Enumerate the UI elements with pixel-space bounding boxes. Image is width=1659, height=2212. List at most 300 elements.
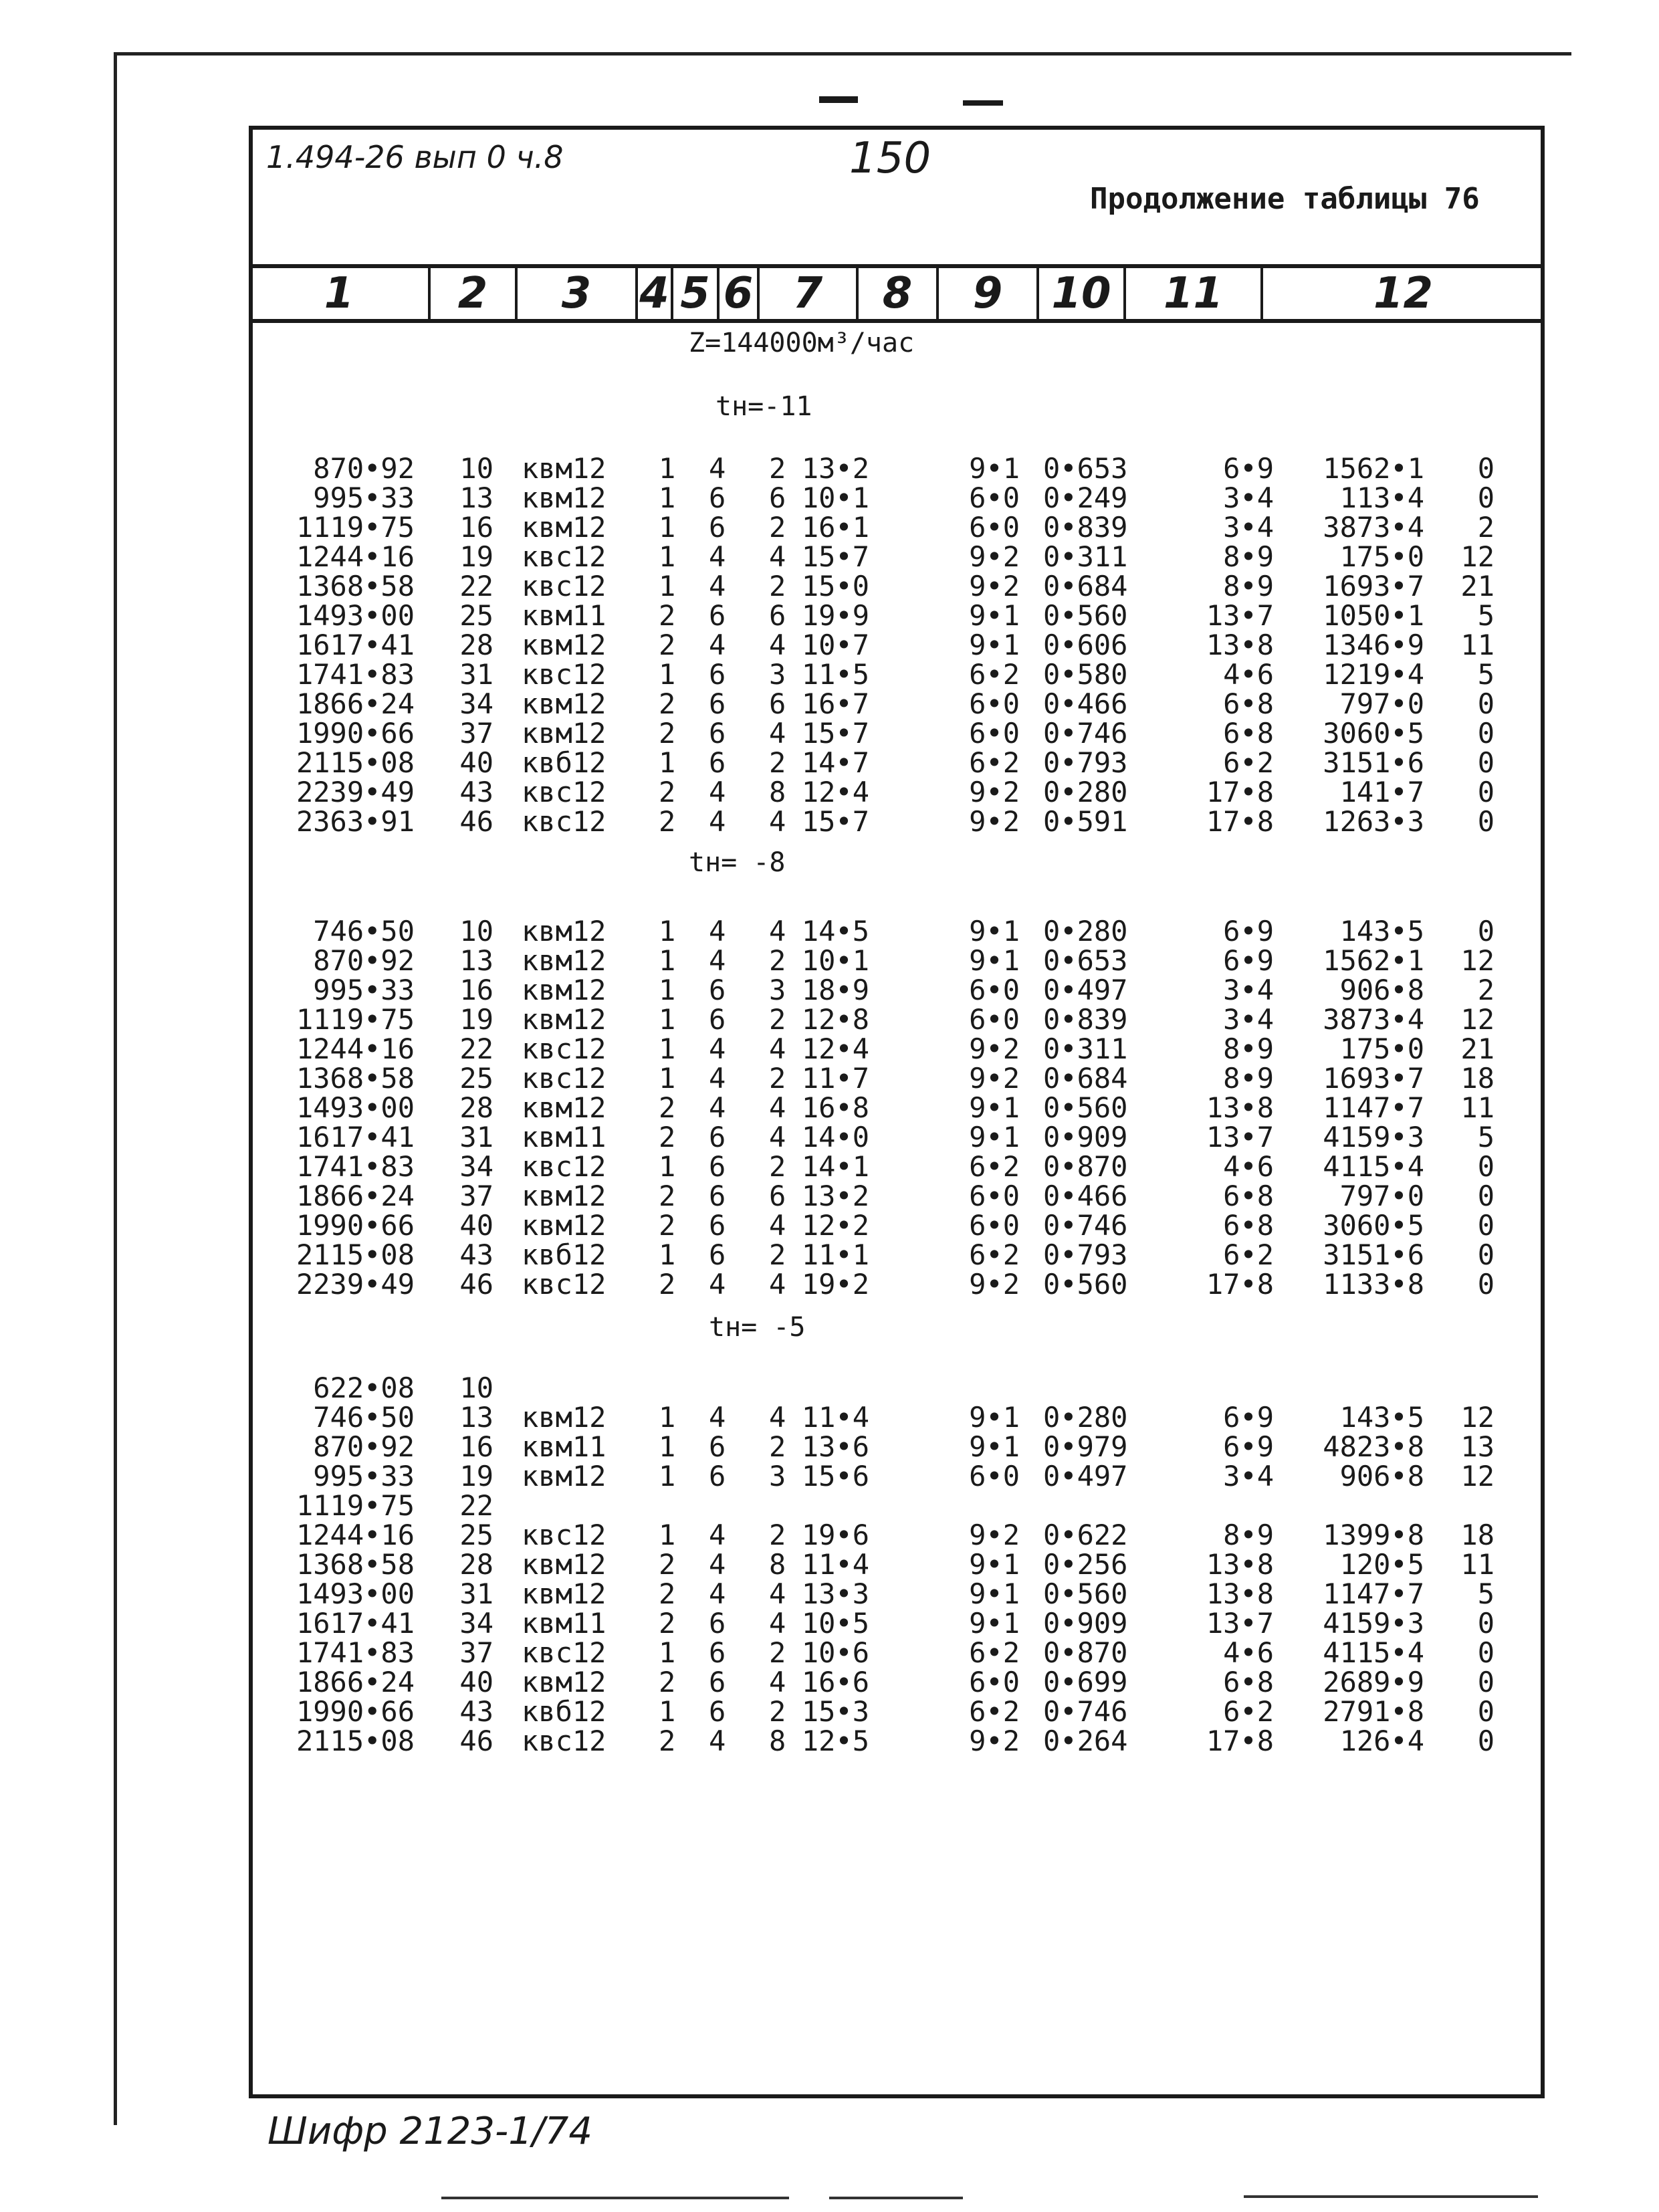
table-cell-col8: 9•2 [969, 1519, 1020, 1551]
table-cell-col2: 40 [459, 1666, 493, 1698]
table-cell-col12: 12 [1460, 1460, 1495, 1492]
table-cell-col5: 4 [709, 629, 726, 661]
table-cell-col3: квм11 [522, 1607, 606, 1640]
table-cell-col3: квс12 [522, 1519, 606, 1551]
document-code: 1.494-26 вып 0 ч.8 [266, 139, 564, 175]
table-cell-col2: 43 [459, 1238, 493, 1271]
table-cell-col9: 0•311 [1043, 540, 1128, 573]
table-cell-col12: 0 [1477, 805, 1495, 838]
table-cell-col6: 6 [769, 687, 786, 720]
table-cell-col1: 1119•75 [296, 511, 415, 544]
table-cell-col5: 6 [709, 658, 726, 691]
table-cell-col8: 9•1 [969, 1548, 1020, 1581]
table-cell-col5: 6 [709, 717, 726, 750]
table-cell-col3: квм11 [522, 1121, 606, 1153]
table-cell-col8: 9•1 [969, 1430, 1020, 1463]
table-cell-col10: 6•2 [1223, 1695, 1274, 1728]
table-cell-col4: 1 [659, 1003, 676, 1036]
table-cell-col3: квс12 [522, 1062, 606, 1095]
table-cell-col12: 0 [1477, 687, 1495, 720]
column-separator [717, 268, 720, 319]
table-cell-col11: 141•7 [1339, 776, 1424, 808]
table-cell-col4: 2 [659, 599, 676, 632]
table-cell-col3: квм11 [522, 1430, 606, 1463]
table-cell-col1: 1244•16 [296, 1519, 415, 1551]
table-cell-col10: 17•8 [1206, 1725, 1274, 1757]
table-cell-col12: 0 [1477, 1666, 1495, 1698]
table-cell-col5: 4 [709, 452, 726, 485]
table-cell-col3: квм12 [522, 1091, 606, 1124]
table-cell-col7: 11•7 [801, 1062, 869, 1095]
table-cell-col8: 6•0 [969, 1209, 1020, 1242]
table-cell-col2: 31 [459, 658, 493, 691]
table-cell-col3: квм11 [522, 599, 606, 632]
table-cell-col7: 12•8 [801, 1003, 869, 1036]
table-cell-col10: 13•7 [1206, 1121, 1274, 1153]
table-cell-col1: 1990•66 [296, 1695, 415, 1728]
table-cell-col11: 3151•6 [1323, 746, 1424, 779]
table-cell-col1: 1990•66 [296, 1209, 415, 1242]
table-cell-col12: 11 [1460, 1548, 1495, 1581]
table-cell-col7: 16•6 [801, 1666, 869, 1698]
table-cell-col4: 1 [659, 944, 676, 977]
table-cell-col10: 13•7 [1206, 599, 1274, 632]
table-cell-col4: 2 [659, 1577, 676, 1610]
table-cell-col11: 143•5 [1339, 915, 1424, 948]
table-cell-col5: 6 [709, 1460, 726, 1492]
table-cell-col6: 8 [769, 1725, 786, 1757]
table-cell-col2: 19 [459, 1460, 493, 1492]
table-cell-col2: 10 [459, 452, 493, 485]
table-cell-col8: 6•0 [969, 511, 1020, 544]
table-cell-col2: 16 [459, 511, 493, 544]
table-cell-col6: 2 [769, 1430, 786, 1463]
table-cell-col5: 4 [709, 1401, 726, 1434]
table-cell-col8: 6•2 [969, 1695, 1020, 1728]
table-cell-col4: 1 [659, 1695, 676, 1728]
table-cell-col2: 22 [459, 570, 493, 602]
table-cell-col10: 8•9 [1223, 540, 1274, 573]
table-cell-col4: 2 [659, 1268, 676, 1301]
table-cell-col9: 0•560 [1043, 1577, 1128, 1610]
table-cell-col11: 175•0 [1339, 1032, 1424, 1065]
table-cell-col2: 40 [459, 1209, 493, 1242]
table-cell-col9: 0•560 [1043, 599, 1128, 632]
table-cell-col6: 2 [769, 1150, 786, 1183]
table-cell-col2: 34 [459, 1150, 493, 1183]
table-cell-col2: 28 [459, 1548, 493, 1581]
table-cell-col7: 15•3 [801, 1695, 869, 1728]
table-cell-col7: 15•7 [801, 540, 869, 573]
table-cell-col6: 4 [769, 717, 786, 750]
table-cell-col11: 4823•8 [1323, 1430, 1424, 1463]
table-cell-col7: 10•5 [801, 1607, 869, 1640]
table-cell-col4: 1 [659, 452, 676, 485]
table-cell-col1: 1990•66 [296, 717, 415, 750]
table-cell-col10: 6•2 [1223, 1238, 1274, 1271]
table-cell-col6: 2 [769, 570, 786, 602]
table-cell-col10: 6•8 [1223, 1209, 1274, 1242]
table-cell-col6: 4 [769, 1091, 786, 1124]
table-cell-col7: 14•0 [801, 1121, 869, 1153]
table-cell-col2: 16 [459, 1430, 493, 1463]
table-cell-col3: квб12 [522, 1238, 606, 1271]
table-cell-col8: 9•2 [969, 805, 1020, 838]
table-cell-col1: 1368•58 [296, 570, 415, 602]
table-cell-col6: 2 [769, 1636, 786, 1669]
table-cell-col11: 906•8 [1339, 1460, 1424, 1492]
table-cell-col9: 0•256 [1043, 1548, 1128, 1581]
table-cell-col5: 4 [709, 1268, 726, 1301]
table-cell-col12: 0 [1477, 1695, 1495, 1728]
table-cell-col7: 13•2 [801, 1180, 869, 1212]
table-cell-col3: квм12 [522, 1180, 606, 1212]
table-cell-col12: 0 [1477, 746, 1495, 779]
table-cell-col4: 2 [659, 1121, 676, 1153]
table-cell-col7: 19•2 [801, 1268, 869, 1301]
table-cell-col10: 6•8 [1223, 687, 1274, 720]
table-cell-col11: 4159•3 [1323, 1121, 1424, 1153]
table-cell-col9: 0•793 [1043, 746, 1128, 779]
table-cell-col7: 19•6 [801, 1519, 869, 1551]
bottom-rule-2 [829, 2197, 963, 2199]
column-header-9: 9 [972, 269, 1003, 318]
table-cell-col4: 1 [659, 570, 676, 602]
column-separator [515, 268, 518, 319]
table-cell-col11: 1693•7 [1323, 1062, 1424, 1095]
table-cell-col2: 10 [459, 1371, 493, 1404]
table-cell-col8: 9•1 [969, 1091, 1020, 1124]
table-cell-col3: квм12 [522, 452, 606, 485]
table-cell-col11: 1399•8 [1323, 1519, 1424, 1551]
table-cell-col7: 11•4 [801, 1548, 869, 1581]
table-cell-col11: 3060•5 [1323, 717, 1424, 750]
table-cell-col6: 2 [769, 1003, 786, 1036]
table-cell-col8: 9•1 [969, 1121, 1020, 1153]
table-cell-col5: 6 [709, 1666, 726, 1698]
table-cell-col12: 0 [1477, 481, 1495, 514]
table-cell-col10: 4•6 [1223, 1636, 1274, 1669]
table-cell-col12: 0 [1477, 776, 1495, 808]
table-cell-col3: квм12 [522, 1401, 606, 1434]
table-cell-col9: 0•591 [1043, 805, 1128, 838]
table-cell-col2: 31 [459, 1577, 493, 1610]
table-cell-col10: 6•8 [1223, 1666, 1274, 1698]
table-cell-col12: 12 [1460, 944, 1495, 977]
table-cell-col2: 19 [459, 540, 493, 573]
table-cell-col6: 2 [769, 452, 786, 485]
table-cell-col12: 13 [1460, 1430, 1495, 1463]
table-cell-col12: 0 [1477, 1607, 1495, 1640]
table-cell-col1: 2115•08 [296, 1725, 415, 1757]
table-cell-col11: 126•4 [1339, 1725, 1424, 1757]
table-cell-col11: 3873•4 [1323, 511, 1424, 544]
table-cell-col5: 6 [709, 1209, 726, 1242]
table-cell-col12: 0 [1477, 1268, 1495, 1301]
table-cell-col4: 1 [659, 511, 676, 544]
table-cell-col4: 1 [659, 1032, 676, 1065]
table-cell-col1: 1493•00 [296, 599, 415, 632]
column-header-1: 1 [324, 269, 354, 318]
table-cell-col1: 1617•41 [296, 1607, 415, 1640]
column-separator [1036, 268, 1039, 319]
table-cell-col1: 2239•49 [296, 1268, 415, 1301]
table-cell-col7: 13•2 [801, 452, 869, 485]
table-cell-col10: 8•9 [1223, 1062, 1274, 1095]
table-cell-col5: 4 [709, 1519, 726, 1551]
table-cell-col1: 995•33 [313, 974, 415, 1006]
table-cell-col12: 0 [1477, 1180, 1495, 1212]
table-cell-col6: 2 [769, 511, 786, 544]
table-cell-col3: квс12 [522, 1150, 606, 1183]
table-cell-col5: 6 [709, 481, 726, 514]
table-cell-col11: 4115•4 [1323, 1150, 1424, 1183]
table-cell-col9: 0•746 [1043, 1209, 1128, 1242]
table-cell-col6: 6 [769, 481, 786, 514]
table-cell-col7: 16•1 [801, 511, 869, 544]
table-cell-col6: 4 [769, 1209, 786, 1242]
column-header-3: 3 [561, 269, 592, 318]
table-cell-col10: 3•4 [1223, 511, 1274, 544]
table-cell-col2: 43 [459, 776, 493, 808]
table-cell-col1: 1866•24 [296, 687, 415, 720]
table-cell-col3: квс12 [522, 570, 606, 602]
table-cell-col9: 0•839 [1043, 1003, 1128, 1036]
table-cell-col3: квм12 [522, 481, 606, 514]
table-cell-col7: 19•9 [801, 599, 869, 632]
table-cell-col11: 2689•9 [1323, 1666, 1424, 1698]
table-cell-col1: 1493•00 [296, 1091, 415, 1124]
table-cell-col9: 0•839 [1043, 511, 1128, 544]
table-cell-col2: 13 [459, 481, 493, 514]
column-separator [428, 268, 431, 319]
table-cell-col10: 8•9 [1223, 1032, 1274, 1065]
table-cell-col11: 1147•7 [1323, 1091, 1424, 1124]
table-cell-col8: 6•0 [969, 1180, 1020, 1212]
table-cell-col4: 1 [659, 658, 676, 691]
table-cell-col4: 1 [659, 1460, 676, 1492]
table-cell-col10: 13•8 [1206, 1091, 1274, 1124]
column-separator [1260, 268, 1263, 319]
table-cell-col7: 14•1 [801, 1150, 869, 1183]
table-cell-col11: 113•4 [1339, 481, 1424, 514]
table-cell-col2: 46 [459, 1725, 493, 1757]
table-cell-col8: 6•2 [969, 1238, 1020, 1271]
table-cell-col6: 4 [769, 540, 786, 573]
table-cell-col12: 21 [1460, 570, 1495, 602]
table-cell-col1: 1244•16 [296, 1032, 415, 1065]
table-cell-col4: 2 [659, 1180, 676, 1212]
table-cell-col11: 2791•8 [1323, 1695, 1424, 1728]
table-cell-col9: 0•606 [1043, 629, 1128, 661]
table-cell-col11: 906•8 [1339, 974, 1424, 1006]
table-cell-col1: 2115•08 [296, 746, 415, 779]
table-cell-col3: квс12 [522, 540, 606, 573]
table-cell-col9: 0•909 [1043, 1121, 1128, 1153]
table-cell-col12: 21 [1460, 1032, 1495, 1065]
table-cell-col6: 4 [769, 1666, 786, 1698]
table-cell-col7: 14•7 [801, 746, 869, 779]
table-cell-col4: 1 [659, 746, 676, 779]
table-cell-col5: 4 [709, 944, 726, 977]
column-separator [1123, 268, 1126, 319]
bottom-rule-1 [441, 2197, 789, 2199]
table-cell-col5: 4 [709, 1032, 726, 1065]
table-cell-col3: квб12 [522, 1695, 606, 1728]
table-cell-col8: 6•0 [969, 1460, 1020, 1492]
table-cell-col2: 37 [459, 717, 493, 750]
table-cell-col8: 9•1 [969, 599, 1020, 632]
table-cell-col12: 5 [1477, 1121, 1495, 1153]
column-header-row [249, 264, 1545, 323]
table-cell-col3: квс12 [522, 1636, 606, 1669]
table-cell-col4: 1 [659, 1238, 676, 1271]
table-cell-col11: 4115•4 [1323, 1636, 1424, 1669]
table-cell-col8: 9•1 [969, 1401, 1020, 1434]
column-header-4: 4 [639, 269, 669, 318]
table-cell-col12: 2 [1477, 511, 1495, 544]
table-cell-col2: 28 [459, 629, 493, 661]
top-dash-mark-2 [963, 100, 1003, 106]
table-cell-col5: 6 [709, 687, 726, 720]
table-cell-col3: квм12 [522, 629, 606, 661]
column-separator [856, 268, 859, 319]
table-cell-col2: 31 [459, 1121, 493, 1153]
table-cell-col1: 1741•83 [296, 1636, 415, 1669]
table-cell-col9: 0•870 [1043, 1636, 1128, 1669]
table-cell-col7: 11•1 [801, 1238, 869, 1271]
table-cell-col8: 6•0 [969, 717, 1020, 750]
table-cell-col11: 1562•1 [1323, 452, 1424, 485]
table-cell-col11: 1147•7 [1323, 1577, 1424, 1610]
table-cell-col7: 10•1 [801, 944, 869, 977]
table-cell-col5: 4 [709, 1577, 726, 1610]
table-cell-col9: 0•653 [1043, 944, 1128, 977]
table-cell-col10: 17•8 [1206, 805, 1274, 838]
table-cell-col3: квм12 [522, 974, 606, 1006]
table-cell-col3: квм12 [522, 687, 606, 720]
table-cell-col4: 2 [659, 1091, 676, 1124]
table-cell-col3: квм12 [522, 1003, 606, 1036]
table-cell-col12: 18 [1460, 1062, 1495, 1095]
table-cell-col1: 1741•83 [296, 658, 415, 691]
table-cell-col1: 995•33 [313, 1460, 415, 1492]
table-cell-col2: 28 [459, 1091, 493, 1124]
column-header-2: 2 [457, 269, 488, 318]
table-cell-col8: 9•1 [969, 629, 1020, 661]
table-cell-col3: квс12 [522, 658, 606, 691]
table-cell-col4: 1 [659, 1636, 676, 1669]
table-cell-col9: 0•746 [1043, 717, 1128, 750]
table-cell-col10: 6•8 [1223, 717, 1274, 750]
flow-label: Z=144000м³/час [689, 328, 915, 358]
table-cell-col1: 2239•49 [296, 776, 415, 808]
table-cell-col4: 2 [659, 1666, 676, 1698]
table-cell-col9: 0•699 [1043, 1666, 1128, 1698]
table-cell-col1: 1368•58 [296, 1062, 415, 1095]
table-cell-col3: квм12 [522, 511, 606, 544]
table-cell-col8: 6•2 [969, 1150, 1020, 1183]
table-cell-col12: 0 [1477, 1238, 1495, 1271]
table-cell-col12: 5 [1477, 1577, 1495, 1610]
table-cell-col1: 2115•08 [296, 1238, 415, 1271]
table-cell-col2: 19 [459, 1003, 493, 1036]
table-cell-col11: 120•5 [1339, 1548, 1424, 1581]
table-cell-col1: 1617•41 [296, 629, 415, 661]
table-cell-col5: 4 [709, 1091, 726, 1124]
section-title: tн= -8 [689, 847, 786, 878]
table-cell-col10: 8•9 [1223, 570, 1274, 602]
table-cell-col5: 4 [709, 1548, 726, 1581]
table-cell-col5: 4 [709, 570, 726, 602]
table-cell-col11: 4159•3 [1323, 1607, 1424, 1640]
table-cell-col11: 1263•3 [1323, 805, 1424, 838]
table-cell-col7: 15•0 [801, 570, 869, 602]
table-cell-col9: 0•560 [1043, 1091, 1128, 1124]
table-cell-col6: 4 [769, 1121, 786, 1153]
table-cell-col9: 0•264 [1043, 1725, 1128, 1757]
table-cell-col7: 15•7 [801, 717, 869, 750]
table-cell-col9: 0•684 [1043, 570, 1128, 602]
table-cell-col5: 4 [709, 805, 726, 838]
table-cell-col9: 0•560 [1043, 1268, 1128, 1301]
table-cell-col3: квм12 [522, 944, 606, 977]
table-cell-col3: квс12 [522, 1032, 606, 1065]
table-cell-col1: 1866•24 [296, 1180, 415, 1212]
table-cell-col12: 11 [1460, 1091, 1495, 1124]
table-cell-col7: 11•4 [801, 1401, 869, 1434]
table-cell-col1: 870•92 [313, 944, 415, 977]
table-cell-col11: 797•0 [1339, 1180, 1424, 1212]
table-cell-col10: 6•9 [1223, 1430, 1274, 1463]
table-cell-col6: 4 [769, 1577, 786, 1610]
table-cell-col12: 0 [1477, 717, 1495, 750]
table-cell-col4: 1 [659, 915, 676, 948]
table-cell-col7: 13•3 [801, 1577, 869, 1610]
table-cell-col11: 3873•4 [1323, 1003, 1424, 1036]
table-cell-col2: 13 [459, 1401, 493, 1434]
table-cell-col5: 4 [709, 1725, 726, 1757]
table-cell-col12: 0 [1477, 1636, 1495, 1669]
table-cell-col6: 3 [769, 658, 786, 691]
column-header-6: 6 [723, 269, 754, 318]
table-cell-col12: 12 [1460, 540, 1495, 573]
table-cell-col12: 0 [1477, 1725, 1495, 1757]
table-cell-col10: 6•8 [1223, 1180, 1274, 1212]
table-cell-col9: 0•684 [1043, 1062, 1128, 1095]
table-cell-col6: 8 [769, 776, 786, 808]
table-cell-col9: 0•466 [1043, 1180, 1128, 1212]
table-cell-col9: 0•870 [1043, 1150, 1128, 1183]
table-cell-col8: 9•1 [969, 1577, 1020, 1610]
table-cell-col8: 9•2 [969, 1062, 1020, 1095]
table-cell-col9: 0•622 [1043, 1519, 1128, 1551]
column-header-11: 11 [1163, 269, 1224, 318]
table-cell-col7: 10•6 [801, 1636, 869, 1669]
column-separator [671, 268, 673, 319]
table-cell-col8: 9•2 [969, 776, 1020, 808]
table-cell-col3: квм12 [522, 717, 606, 750]
table-cell-col3: квс12 [522, 1268, 606, 1301]
table-cell-col8: 9•2 [969, 1032, 1020, 1065]
table-cell-col1: 1244•16 [296, 540, 415, 573]
table-cell-col12: 2 [1477, 974, 1495, 1006]
table-cell-col11: 175•0 [1339, 540, 1424, 573]
table-cell-col9: 0•311 [1043, 1032, 1128, 1065]
table-cell-col6: 2 [769, 1062, 786, 1095]
table-cell-col2: 43 [459, 1695, 493, 1728]
table-cell-col10: 6•9 [1223, 452, 1274, 485]
